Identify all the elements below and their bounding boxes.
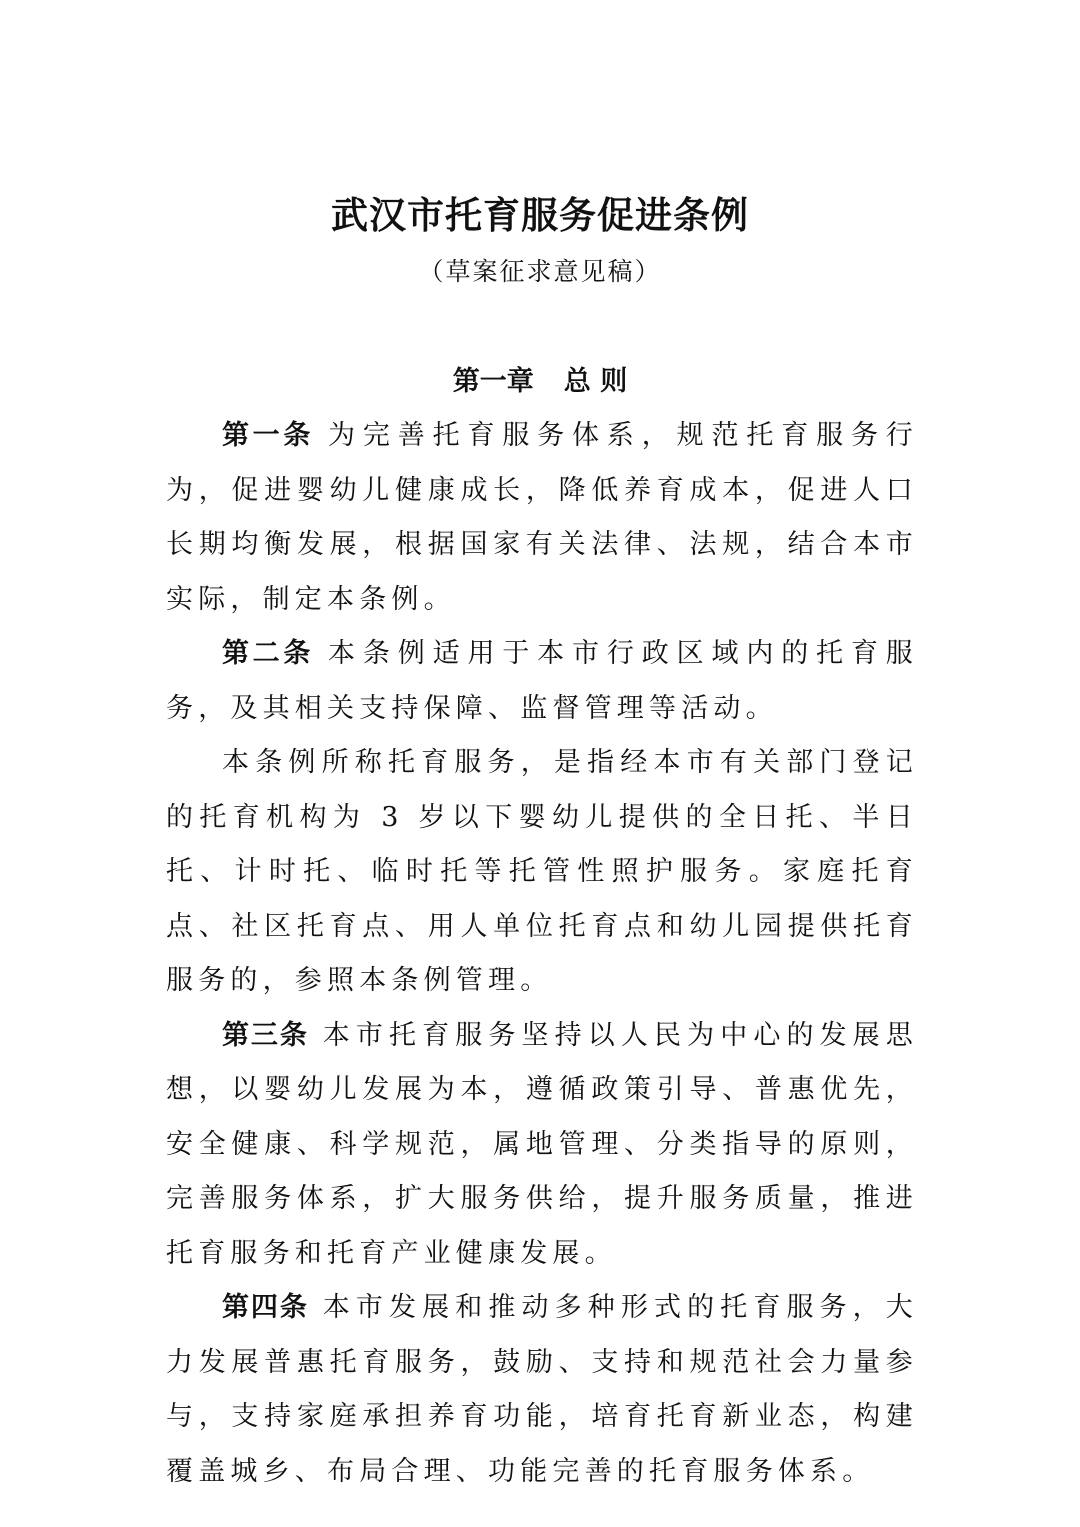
document-body	[166, 409, 918, 1499]
article-text: 本条例适用于本市行政区域内的托育服务，及其相关支持保障、监督管理等活动。	[166, 638, 919, 724]
article-paragraph	[166, 736, 918, 1009]
article-label: 第二条	[222, 638, 314, 669]
chapter-number: 第一章	[452, 366, 534, 397]
chapter-name: 总 则	[563, 366, 628, 397]
chapter-heading	[0, 360, 1080, 404]
article-label: 第三条	[222, 1019, 309, 1051]
document-subtitle: （草案征求意见稿）	[418, 257, 662, 286]
article-paragraph	[166, 1009, 918, 1282]
article-paragraph	[166, 627, 918, 736]
article-text: 本市发展和推动多种形式的托育服务，大力发展普惠托育服务，鼓励、支持和规范社会力量参与，支持家庭承担养育功能，培育托育新业态，构建覆盖城乡、布局合理、功能完善的托育服务体系。	[166, 1292, 918, 1487]
article-label: 第一条	[222, 420, 314, 451]
article-label: 第四条	[222, 1292, 309, 1323]
document-title: 武汉市托育服务促进条例	[331, 194, 749, 237]
article-text: 为完善托育服务体系，规范托育服务行为，促进婴幼儿健康成长，降低养育成本，促进人口长期均衡发展，根据国家有关法律、法规，结合本市实际，制定本条例。	[166, 420, 919, 615]
article-paragraph	[166, 1281, 918, 1499]
article-text: 本条例所称托育服务，是指经本市有关部门登记的托育机构为 3 岁以下婴幼儿提供的全日托、半日托、计时托、临时托等托管性照护服务。家庭托育点、社区托育点、用人单位托育点和幼儿园提供托育服务的，参照本条例管理。	[166, 747, 918, 996]
article-paragraph	[166, 409, 918, 627]
article-text: 本市托育服务坚持以人民为中心的发展思想，以婴幼儿发展为本，遵循政策引导、普惠优先，安全健康、科学规范，属地管理、分类指导的原则，完善服务体系，扩大服务供给，提升服务质量，推进托育服务和托育产业健康发展。	[166, 1019, 918, 1269]
